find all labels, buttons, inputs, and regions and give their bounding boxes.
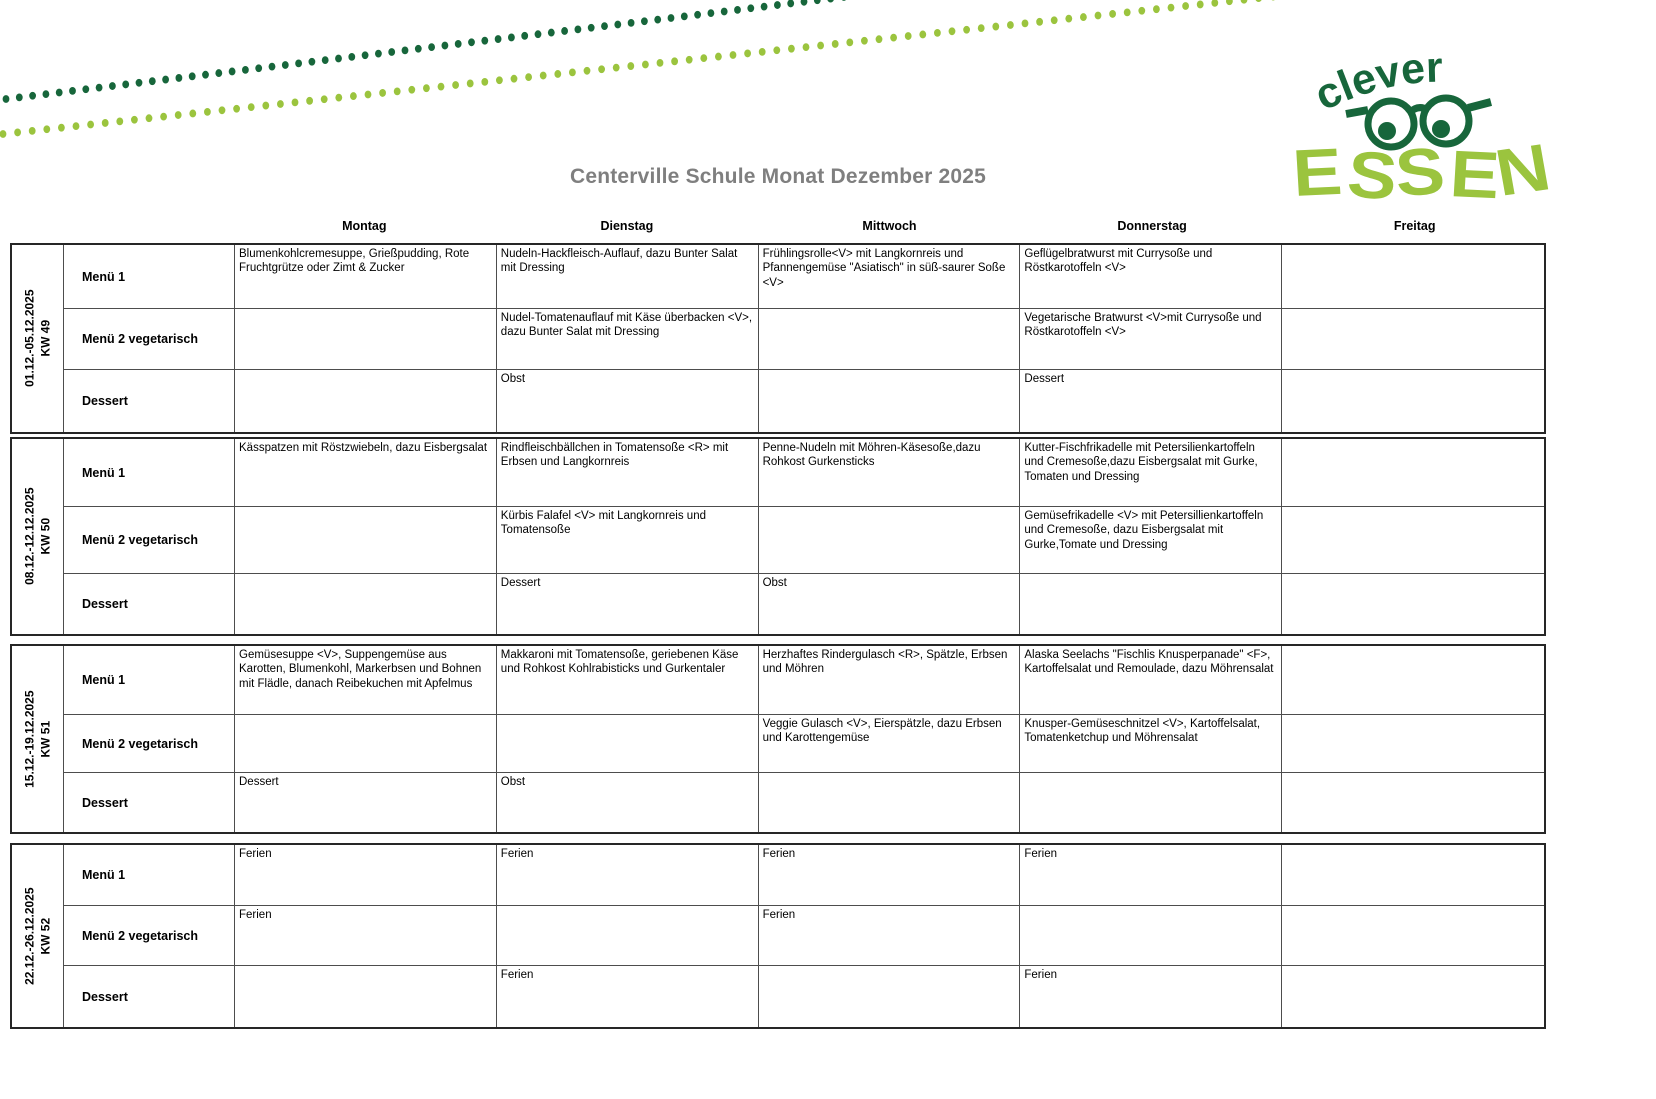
week-calendar-week: KW 52: [38, 917, 53, 955]
menu-cell: [497, 906, 759, 966]
menu-cell: [1282, 370, 1544, 432]
menu-cell: [235, 574, 497, 634]
menu-cell: [1282, 966, 1544, 1027]
logo-word-clever: clever: [1307, 43, 1444, 121]
menu-cell: Obst: [759, 574, 1021, 634]
row-label-menu1: Menü 1: [64, 646, 235, 715]
menu-cell: Kutter-Fischfrikadelle mit Petersilienkartoffeln und Cremesoße,dazu Eisbergsalat mit Gurke, Tomaten und Dressing: [1020, 439, 1282, 507]
menu-cell: Herzhaftes Rindergulasch <R>, Spätzle, Erbsen und Möhren: [759, 646, 1021, 715]
menu-cell: Ferien: [235, 906, 497, 966]
menu-cell: Dessert: [497, 574, 759, 634]
menu-cell: Gemüsesuppe <V>, Suppengemüse aus Karotten, Blumenkohl, Markerbsen und Bohnen mit Flädle, danach Reibekuchen mit Apfelmus: [235, 646, 497, 715]
week-calendar-week: KW 49: [38, 320, 53, 357]
menu-cell: [759, 507, 1021, 574]
menu-cell: Knusper-Gemüseschnitzel <V>, Kartoffelsalat, Tomatenketchup und Möhrensalat: [1020, 715, 1282, 773]
menu-cell: Ferien: [759, 845, 1021, 906]
menu-cell: [1282, 773, 1544, 832]
row-label-dessert: Dessert: [64, 773, 235, 832]
week-label: [12, 245, 64, 432]
week-label: [12, 646, 64, 832]
menu-cell: Penne-Nudeln mit Möhren-Käsesoße,dazu Rohkost Gurkensticks: [759, 439, 1021, 507]
week-date-range: 08.12.-12.12.2025: [22, 487, 37, 586]
menu-cell: [759, 773, 1021, 832]
row-label-dessert: Dessert: [64, 574, 235, 634]
menu-cell: [759, 966, 1021, 1027]
row-label-dessert: Dessert: [64, 370, 235, 432]
menu-cell: [759, 370, 1021, 432]
menu-cell: Obst: [497, 370, 759, 432]
row-label-dessert: Dessert: [64, 966, 235, 1027]
menu-cell: Veggie Gulasch <V>, Eierspätzle, dazu Erbsen und Karottengemüse: [759, 715, 1021, 773]
logo-word-essen: ESSEN: [1290, 128, 1552, 211]
week-date-range: 22.12.-26.12.2025: [22, 887, 37, 985]
day-header-spacer: [62, 219, 233, 233]
day-header-donnerstag: Donnerstag: [1117, 219, 1187, 233]
menu-cell: Rindfleischbällchen in Tomatensoße <R> mit Erbsen und Langkornreis: [497, 439, 759, 507]
menu-cell: [1282, 715, 1544, 773]
week-label: [12, 439, 64, 634]
week-block: [10, 437, 1546, 636]
menu-cell: [1282, 906, 1544, 966]
week-calendar-week: KW 51: [38, 720, 53, 758]
menu-cell: [1282, 507, 1544, 574]
menu-cell: Dessert: [235, 773, 497, 832]
menu-cell: Alaska Seelachs "Fischlis Knusperpanade" <F>, Kartoffelsalat und Remoulade, dazu Möhrensalat: [1020, 646, 1282, 715]
menu-cell: Nudeln-Hackfleisch-Auflauf, dazu Bunter Salat mit Dressing: [497, 245, 759, 309]
menu-cell: [1020, 773, 1282, 832]
row-label-menu1: Menü 1: [64, 245, 235, 309]
menu-cell: [759, 309, 1021, 370]
menu-cell: Ferien: [497, 845, 759, 906]
menu-cell: [1282, 845, 1544, 906]
menu-cell: [1282, 646, 1544, 715]
week-date-range: 01.12.-05.12.2025: [22, 289, 37, 388]
row-label-menu2: Menü 2 vegetarisch: [64, 715, 235, 773]
menu-cell: [1020, 906, 1282, 966]
menu-cell: Geflügelbratwurst mit Currysoße und Röstkarotoffeln <V>: [1020, 245, 1282, 309]
menu-cell: [235, 715, 497, 773]
menu-cell: [235, 966, 497, 1027]
day-header-mittwoch: Mittwoch: [862, 219, 917, 233]
menu-cell: Ferien: [1020, 966, 1282, 1027]
menu-cell: [1282, 309, 1544, 370]
row-label-menu1: Menü 1: [64, 439, 235, 507]
row-label-menu1: Menü 1: [64, 845, 235, 906]
menu-cell: Obst: [497, 773, 759, 832]
week-block: [10, 243, 1546, 434]
menu-cell: [235, 370, 497, 432]
week-block: [10, 644, 1546, 834]
menu-cell: Gemüsefrikadelle <V> mit Petersillienkartoffeln und Cremesoße, dazu Eisbergsalat mit Gurke,Tomate und Dressing: [1020, 507, 1282, 574]
day-header-freitag: Freitag: [1393, 219, 1436, 233]
menu-cell: Makkaroni mit Tomatensoße, geriebenen Käse und Rohkost Kohlrabisticks und Gurkentaler: [497, 646, 759, 715]
menu-cell: Nudel-Tomatenauflauf mit Käse überbacken <V>, dazu Bunter Salat mit Dressing: [497, 309, 759, 370]
menu-cell: Ferien: [497, 966, 759, 1027]
menu-cell: Dessert: [1020, 370, 1282, 432]
menu-cell: [1282, 439, 1544, 507]
row-label-menu2: Menü 2 vegetarisch: [64, 507, 235, 574]
menu-cell: [235, 309, 497, 370]
menu-cell: Ferien: [1020, 845, 1282, 906]
menu-cell: Kürbis Falafel <V> mit Langkornreis und Tomatensoße: [497, 507, 759, 574]
menu-cell: Vegetarische Bratwurst <V>mit Currysoße und Röstkarotoffeln <V>: [1020, 309, 1282, 370]
menu-cell: [497, 715, 759, 773]
menu-cell: [235, 507, 497, 574]
menu-cell: [1282, 245, 1544, 309]
menu-cell: Ferien: [759, 906, 1021, 966]
day-header-row: [10, 219, 1546, 233]
day-header-montag: Montag: [342, 219, 387, 233]
menu-cell: Kässpatzen mit Röstzwiebeln, dazu Eisbergsalat: [235, 439, 497, 507]
row-label-menu2: Menü 2 vegetarisch: [64, 906, 235, 966]
day-header-dienstag: Dienstag: [600, 219, 654, 233]
week-block: [10, 843, 1546, 1029]
menu-cell: Blumenkohlcremesuppe, Grießpudding, Rote Fruchtgrütze oder Zimt & Zucker: [235, 245, 497, 309]
week-date-range: 15.12.-19.12.2025: [22, 690, 37, 788]
menu-cell: Ferien: [235, 845, 497, 906]
week-calendar-week: KW 50: [38, 518, 53, 555]
row-label-menu2: Menü 2 vegetarisch: [64, 309, 235, 370]
menu-cell: [1020, 574, 1282, 634]
page-title: Centerville Schule Monat Dezember 2025: [569, 165, 987, 188]
menu-cell: [1282, 574, 1544, 634]
day-header-spacer: [10, 219, 62, 233]
menu-cell: Frühlingsrolle<V> mit Langkornreis und Pfannengemüse "Asiatisch" in süß-saurer Soße <V>: [759, 245, 1021, 309]
week-label: [12, 845, 64, 1027]
